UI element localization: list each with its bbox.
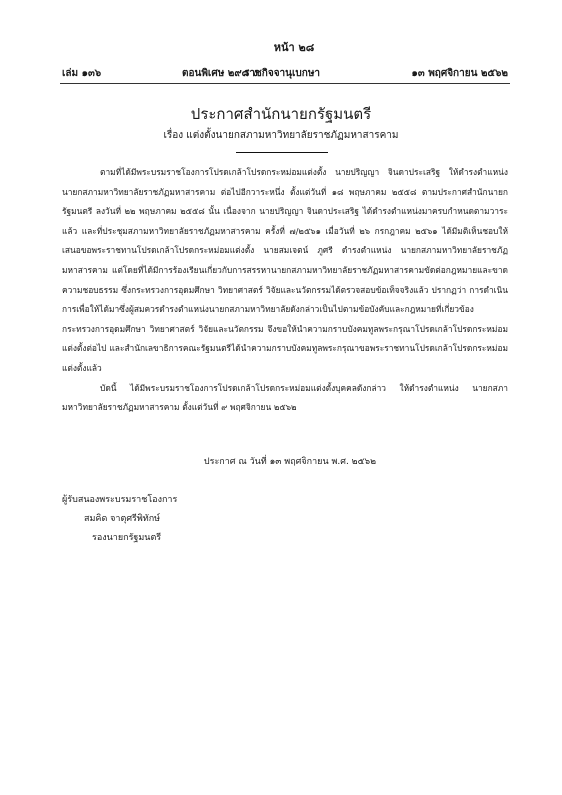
publication-date: ๑๓ พฤศจิกายน ๒๕๖๒	[411, 68, 508, 79]
announcement-body	[62, 163, 508, 418]
countersign-position: รองนายกรัฐมนตรี	[92, 533, 162, 543]
countersign-label: ผู้รับสนองพระบรมราชโองการ	[62, 495, 178, 505]
countersign-name: สมคิด จาตุศรีพิทักษ์	[84, 514, 161, 524]
announcement-date: ประกาศ ณ วันที่ ๑๓ พฤศจิกายน พ.ศ. ๒๕๖๒	[203, 457, 377, 467]
announcement-subject: เรื่อง แต่งตั้งนายกสภามหาวิทยาลัยราชภัฏมหาสารคาม	[163, 130, 399, 141]
announcement-title: ประกาศสำนักนายกรัฐมนตรี	[190, 105, 372, 123]
countersignature-block	[62, 491, 177, 548]
body-paragraph: ตามที่ได้มีพระบรมราชโองการโปรดเกล้าโปรดกระหม่อมแต่งตั้ง นายปริญญา จินดาประเสริฐ ให้ดำรงตำแหน่ง นายกสภามหาวิทยาลัยราชภัฏมหาสารคาม ต่อไปอีกวาระหนึ่ง ตั้งแต่วันที่ ๑๘ พฤษภาคม ๒๕๕๘ ตามประกาศสำนักนายกรัฐมนตรี ลงวันที่ ๒๒ พฤษภาคม ๒๕๕๘ นั้น เนื่องจาก นายปริญญา จินดาประเสริฐ ได้ดำรงตำแหน่งมาครบกำหนดตามวาระแล้ว และที่ประชุมสภามหาวิทยาลัยราชภัฏมหาสารคาม ครั้งที่ ๗/๒๕๖๑ เมื่อวันที่ ๒๖ กรกฎาคม ๒๕๖๑ ได้มีมติเห็นชอบให้เสนอขอพระราชทานโปรดเกล้าโปรดกระหม่อมแต่งตั้ง นายสมเจตน์ ภูศรี ดำรงตำแหน่ง นายกสภามหาวิทยาลัยราชภัฏมหาสารคาม แต่โดยที่ได้มีการร้องเรียนเกี่ยวกับการสรรหานายกสภามหาวิทยาลัยราชภัฏมหาสารคามขัดต่อกฎหมายและขาดความชอบธรรม ซึ่งกระทรวงการอุดมศึกษา วิทยาศาสตร์ วิจัยและนวัตกรรมได้ตรวจสอบข้อเท็จจริงแล้ว ปรากฏว่า การดำเนินการเพื่อให้ได้มาซึ่งผู้สมควรดำรงตำแหน่งนายกสภามหาวิทยาลัยดังกล่าวเป็นไปตามข้อบังคับและกฎหมายที่เกี่ยวข้อง กระทรวงการอุดมศึกษา วิทยาศาสตร์ วิจัยและนวัตกรรม จึงขอให้นำความกราบบังคมทูลพระกรุณาโปรดเกล้าโปรดกระหม่อมแต่งตั้งต่อไป และสำนักเลขาธิการคณะรัฐมนตรีได้นำความกราบบังคมทูลพระกรุณาขอพระราชทานโปรดเกล้าโปรดกระหม่อมแต่งตั้งแล้ว	[62, 167, 508, 373]
header-divider	[60, 83, 510, 84]
body-paragraph: บัดนี้ ได้มีพระบรมราชโองการโปรดเกล้าโปรดกระหม่อมแต่งตั้งบุคคลดังกล่าว ให้ดำรงตำแหน่ง นายกสภามหาวิทยาลัยราชภัฏมหาสารคาม ตั้งแต่วันที่ ๙ พฤศจิกายน ๒๕๖๒	[62, 382, 508, 413]
gazette-name: ราชกิจจานุเบกษา	[244, 68, 321, 79]
volume-number: เล่ม ๑๓๖	[62, 68, 102, 79]
title-divider	[236, 152, 328, 153]
page-number: หน้า ๒๘	[273, 41, 315, 54]
issue-number: ตอนพิเศษ ๒๙๘ ง	[182, 68, 258, 79]
